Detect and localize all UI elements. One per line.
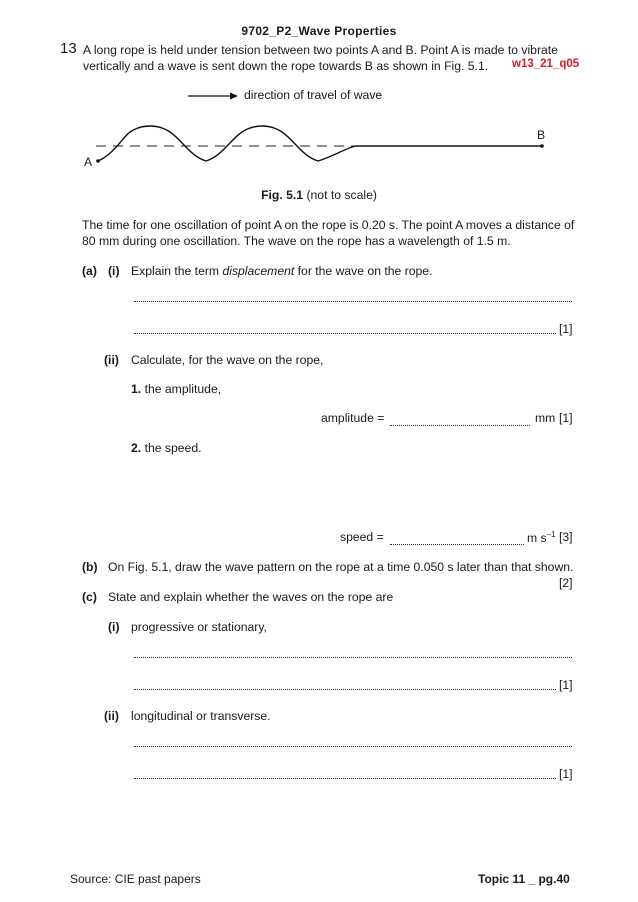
point-a-label: A: [84, 155, 93, 169]
point-a-dot: [96, 159, 100, 163]
amplitude-label: amplitude =: [321, 411, 385, 425]
answer-line-c-ii-2[interactable]: [134, 777, 556, 779]
part-a-i-text-pre: Explain the term: [131, 264, 223, 278]
mark-amplitude: [1]: [559, 411, 573, 425]
answer-line-a-i-1[interactable]: [134, 300, 572, 302]
part-a-ii-1: [131, 382, 221, 396]
speed-label: speed =: [340, 530, 384, 544]
rope-wave-curve: [98, 126, 375, 161]
part-a-ii-2: [131, 441, 201, 455]
speed-unit-base: m s: [527, 531, 547, 546]
figure-caption: [0, 188, 638, 202]
mark-speed: [3]: [559, 530, 573, 544]
figure-caption-number: Fig. 5.1: [261, 188, 304, 202]
paper-reference-tag: w13_21_q05: [512, 58, 580, 70]
part-c-label: (c): [82, 590, 97, 604]
answer-line-c-i-2[interactable]: [134, 688, 556, 690]
question-number: 13: [60, 40, 77, 57]
part-a-ii-2-text: the speed.: [144, 441, 202, 455]
speed-answer-line[interactable]: [390, 543, 524, 545]
part-a-ii-2-num: 2.: [131, 441, 142, 455]
part-a-i-term: displacement: [222, 264, 295, 278]
part-c-text: State and explain whether the waves on the rope are: [108, 590, 394, 604]
figure-caption-note: (not to scale): [306, 188, 377, 202]
footer-topic-page: Topic 11 _ pg.40: [478, 872, 570, 886]
part-a-ii-1-num: 1.: [131, 382, 142, 396]
mark-a-i: [1]: [559, 322, 573, 336]
part-a-i-text-post: for the wave on the rope.: [294, 264, 433, 278]
info-line-1: The time for one oscillation of point A on the rope is 0.20 s. The point A moves a distance of: [82, 218, 575, 232]
mark-c-ii: [1]: [559, 767, 573, 781]
part-c-i-text: progressive or stationary,: [131, 620, 267, 634]
part-a-i-label: (i): [108, 264, 120, 278]
page-header: 9702_P2_Wave Properties: [241, 24, 397, 38]
part-a-i-text: [131, 264, 432, 278]
point-b-dot: [540, 144, 544, 148]
part-a-ii-text: Calculate, for the wave on the rope,: [131, 353, 324, 367]
part-c-ii-label: (ii): [104, 709, 119, 723]
part-a-ii-label: (ii): [104, 353, 119, 367]
amplitude-answer-line[interactable]: [390, 424, 530, 426]
question-intro: [83, 42, 583, 74]
answer-line-c-i-1[interactable]: [134, 656, 572, 658]
intro-line-2: vertically and a wave is sent down the rope towards B as shown in Fig. 5.1.: [83, 59, 489, 73]
arrow-label: direction of travel of wave: [244, 88, 383, 102]
direction-arrow-head: [230, 93, 238, 100]
info-line-2: 80 mm during one oscillation. The wave on the rope has a wavelength of 1.5 m.: [82, 234, 511, 248]
part-c-ii-text: longitudinal or transverse.: [131, 709, 271, 723]
mark-b: [2]: [559, 576, 573, 590]
part-a-ii-1-text: the amplitude,: [144, 382, 222, 396]
part-b-text: On Fig. 5.1, draw the wave pattern on the rope at a time 0.050 s later than that shown.: [108, 560, 574, 574]
speed-unit: [527, 530, 556, 545]
part-c-i-label: (i): [108, 620, 120, 634]
part-a-label: (a): [82, 264, 97, 278]
answer-line-c-ii-1[interactable]: [134, 745, 572, 747]
mark-c-i: [1]: [559, 678, 573, 692]
speed-unit-exponent: –1: [546, 530, 556, 539]
intro-line-1: A long rope is held under tension between two points A and B. Point A is made to vibrate: [83, 43, 558, 57]
amplitude-unit: mm: [535, 411, 556, 425]
point-b-label: B: [537, 128, 546, 142]
answer-line-a-i-2[interactable]: [134, 332, 556, 334]
footer-source: Source: CIE past papers: [70, 872, 201, 886]
part-b-label: (b): [82, 560, 98, 574]
